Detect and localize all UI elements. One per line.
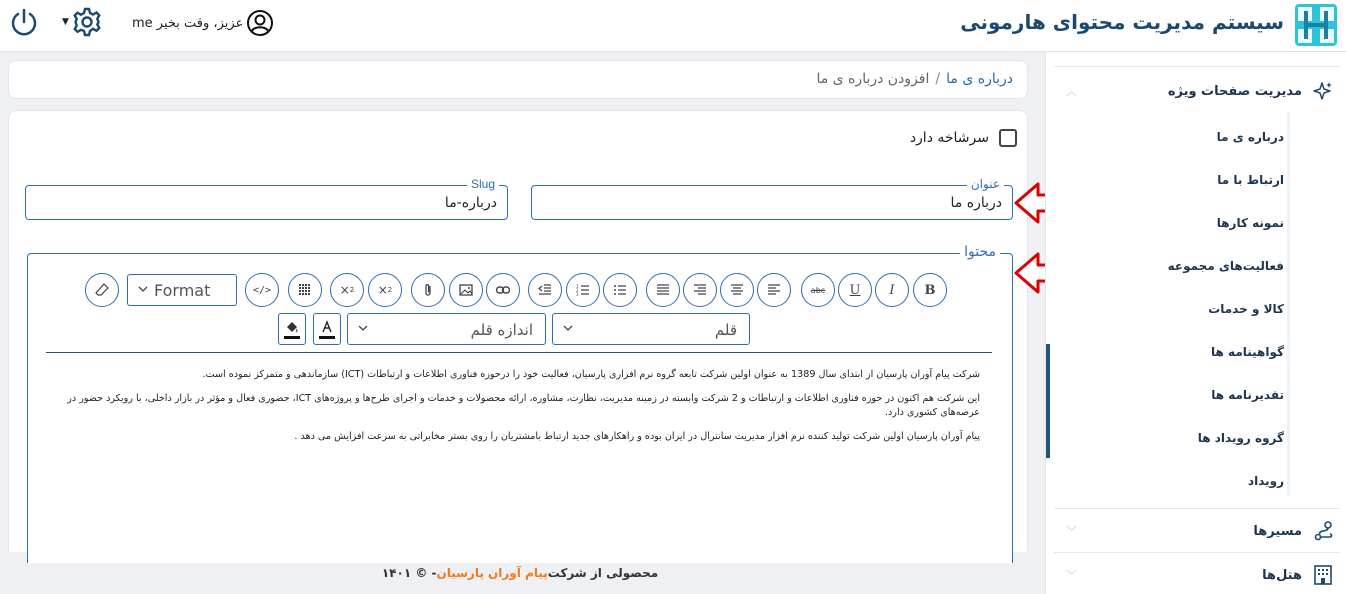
editor-paragraph: این شرکت هم اکنون در حوزه فناوری اطلاعات و ارتباطات و 2 شرکت وابسته در زمینه مدیریت، نظارت، مشاوره، ارائه محصولات و خدمات و اجرای طرح‌ها و پروژه‌های ICT، حضوری فعال و مؤثر در بازار داخلی، با رویکرد حضور در عرصه‌های کشوری دارد.: [67, 393, 980, 418]
numbered-list-icon[interactable]: [566, 273, 600, 307]
bold-button[interactable]: B: [913, 273, 947, 307]
sidebar-divider: [1054, 552, 1340, 553]
sidebar-item-activities[interactable]: فعالیت‌های مجموعه: [1167, 259, 1284, 273]
sidebar-group-label: مدیریت صفحات ویژه: [1167, 83, 1302, 99]
power-icon[interactable]: [8, 6, 40, 38]
sidebar-item-about-us[interactable]: درباره ی ما: [1216, 130, 1284, 144]
gear-icon: [71, 6, 103, 38]
svg-text:3: 3: [576, 292, 579, 297]
slug-input[interactable]: [36, 190, 497, 216]
paint-bucket-icon: [285, 320, 299, 334]
image-icon[interactable]: [449, 273, 483, 307]
font-size-dropdown[interactable]: [347, 313, 546, 345]
sidebar: [1045, 52, 1346, 594]
superscript-button[interactable]: × 2: [330, 273, 364, 307]
svg-text:2: 2: [576, 288, 579, 293]
link-icon[interactable]: [486, 273, 520, 307]
format-label: Format: [154, 281, 211, 300]
breadcrumb-separator: /: [935, 71, 941, 87]
editor-paragraph: پیام آوران پارسیان اولین شرکت تولید کننده نرم افزار مدیریت سانترال در ایران بوده و راهکارهای جدید ارتباط بامشتریان را روی بستر مخابراتی به سرعت افزایش می دهد .: [294, 431, 980, 442]
format-dropdown[interactable]: [127, 274, 237, 306]
greeting-text: me عزیز، وقت بخیر: [132, 15, 244, 31]
sidebar-item-event[interactable]: رویداد: [1247, 474, 1284, 488]
breadcrumb-card: [8, 60, 1028, 99]
font-size-label: اندازه قلم: [470, 321, 533, 339]
sidebar-item-event-groups[interactable]: گروه رویداد ها: [1197, 431, 1284, 445]
sidebar-item-appreciations[interactable]: تقدیرنامه ها: [1211, 388, 1284, 402]
subscript-button[interactable]: × 2: [368, 273, 402, 307]
title-input[interactable]: [542, 190, 1002, 216]
bullet-list-icon[interactable]: [603, 273, 637, 307]
chevron-down-icon: [138, 284, 148, 294]
align-justify-icon[interactable]: [646, 273, 680, 307]
user-avatar-icon[interactable]: [246, 9, 274, 37]
sidebar-group-label: هتل‌ها: [1262, 567, 1302, 583]
sidebar-item-contact-us[interactable]: ارتباط با ما: [1217, 173, 1284, 187]
attachment-icon[interactable]: [411, 273, 445, 307]
editor-content[interactable]: [40, 368, 980, 454]
content-legend: محتوا: [960, 244, 1000, 260]
chevron-up-icon: ︿: [1066, 85, 1077, 98]
sidebar-group-label: مسیرها: [1253, 523, 1302, 539]
font-label: قلم: [714, 321, 737, 339]
footer: [0, 552, 1040, 594]
caret-down-icon: ▼: [62, 17, 69, 27]
route-icon: [1312, 520, 1334, 542]
has-header-checkbox-row[interactable]: [910, 129, 1017, 147]
chevron-down-icon: ﹀: [1066, 569, 1077, 582]
has-header-label: سرشاخه دارد: [909, 130, 989, 146]
top-header: [0, 0, 1346, 52]
sidebar-item-certificates[interactable]: گواهینامه ها: [1211, 345, 1284, 359]
italic-button[interactable]: I: [875, 273, 909, 307]
font-dropdown[interactable]: [552, 313, 750, 345]
strikethrough-button[interactable]: abc: [801, 273, 835, 307]
sidebar-scroll-indicator: [1046, 344, 1050, 458]
text-color-button[interactable]: [313, 313, 341, 345]
eraser-icon[interactable]: [85, 273, 119, 307]
sidebar-divider: [1054, 508, 1340, 509]
breadcrumb-current: افزودن درباره ی ما: [816, 71, 930, 87]
app-title: سیستم مدیریت محتوای هارمونی: [960, 10, 1284, 34]
harmony-logo-icon: [1294, 3, 1338, 47]
sidebar-item-portfolio[interactable]: نمونه کارها: [1216, 216, 1284, 230]
user-area[interactable]: [132, 8, 274, 38]
chevron-down-icon: [563, 323, 573, 333]
settings-menu-button[interactable]: [62, 6, 103, 38]
code-view-button[interactable]: </>: [245, 273, 279, 307]
slug-legend: Slug: [467, 176, 499, 192]
footer-copyright: - © ۱۴۰۱: [381, 566, 437, 580]
hotel-building-icon: [1312, 564, 1334, 586]
toolbar-divider: [46, 352, 992, 353]
chevron-down-icon: [358, 323, 368, 333]
align-left-icon[interactable]: [757, 273, 791, 307]
title-field[interactable]: [531, 177, 1013, 220]
sidebar-divider: [1054, 66, 1340, 67]
slug-field[interactable]: [25, 177, 508, 220]
footer-company-link[interactable]: پیام آوران پارسیان: [436, 566, 548, 580]
breadcrumb: [816, 71, 1013, 87]
text-color-icon: [320, 320, 334, 334]
sparkle-icon: [1312, 80, 1334, 102]
table-icon[interactable]: [288, 273, 322, 307]
background-color-button[interactable]: [278, 313, 306, 345]
sidebar-group-routes[interactable]: [1054, 516, 1340, 546]
editor-paragraph: شرکت پیام آوران پارسیان از ابتدای سال 1389 به عنوان اولین شرکت تابعه گروه نرم افزاری پارسیان، فعالیت خود را درحوزه فناوری اطلاعات و ارتباطات (ICT) سازماندهی و متمرکز نموده است.: [202, 369, 980, 380]
sidebar-group-hotels[interactable]: [1054, 560, 1340, 590]
sidebar-submenu-rail: [1287, 112, 1290, 496]
underline-button[interactable]: U: [838, 273, 872, 307]
footer-prefix: محصولی از شرکت: [547, 566, 659, 580]
sidebar-group-special-pages[interactable]: [1054, 77, 1340, 105]
align-center-icon[interactable]: [720, 273, 754, 307]
has-header-checkbox[interactable]: [999, 129, 1017, 147]
align-right-icon[interactable]: [683, 273, 717, 307]
sidebar-item-products-services[interactable]: کالا و خدمات: [1208, 302, 1284, 316]
chevron-down-icon: ﹀: [1066, 525, 1077, 538]
breadcrumb-parent-link[interactable]: درباره ی ما: [946, 71, 1013, 87]
title-legend: عنوان: [967, 176, 1004, 192]
outdent-icon[interactable]: [528, 273, 562, 307]
svg-text:1: 1: [576, 284, 579, 289]
